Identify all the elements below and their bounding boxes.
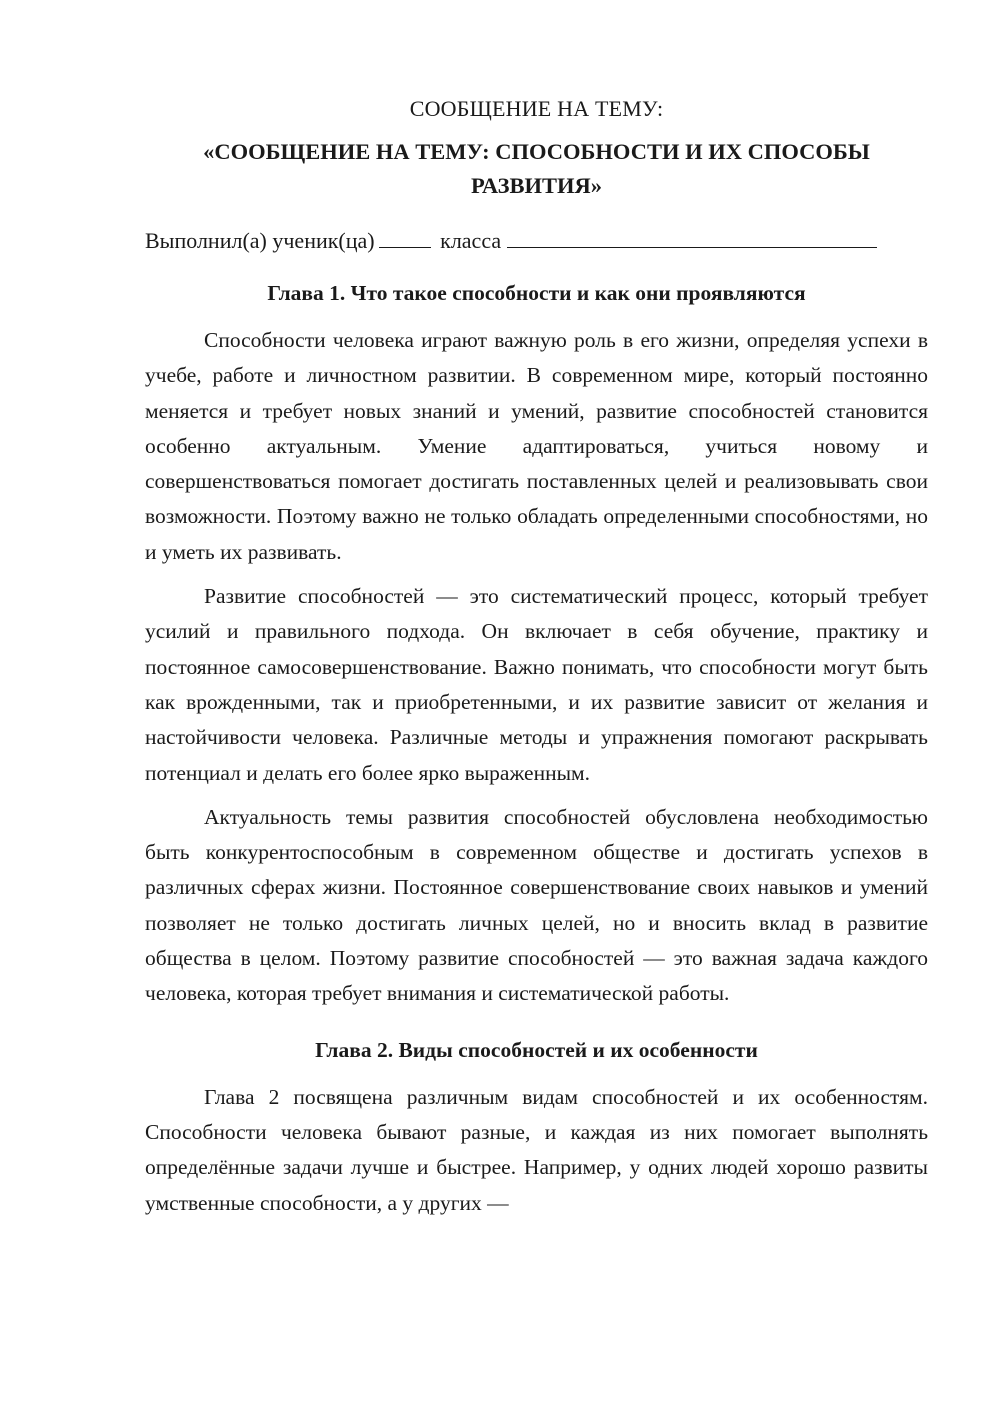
chapter-1-paragraph-3: Актуальность темы развития способностей обусловлена необходимостью быть конкурентоспособным в современном обществе и достигать успехов в различных сферах жизни. Постоянное совершенствование своих навыков и умений позволяет не только достигать личных целей, но и вносить вклад в развитие общества в целом. Поэтому развитие способностей — это важная задача каждого человека, которая требует внимания и систематической работы. bbox=[145, 804, 928, 1006]
author-line bbox=[145, 227, 928, 255]
class-number-blank bbox=[379, 227, 431, 248]
document-heading-top: СООБЩЕНИЕ НА ТЕМУ: bbox=[409, 96, 664, 121]
chapter-2-title: Глава 2. Виды способностей и их особенности bbox=[315, 1037, 758, 1062]
author-prefix: Выполнил(а) ученик(ца) bbox=[145, 228, 375, 253]
document-page bbox=[145, 95, 928, 1230]
chapter-1-paragraph-1: Способности человека играют важную роль в его жизни, определяя успехи в учебе, работе и личностном развитии. В современном мире, который постоянно меняется и требует новых знаний и умений, развитие способностей становится особенно актуальным. Умение адаптироваться, учиться новому и совершенствоваться помогает достигать поставленных целей и реализовывать свои возможности. Поэтому важно не только обладать определенными способностями, но и уметь их развивать. bbox=[145, 328, 928, 564]
chapter-1-paragraph-2: Развитие способностей — это систематический процесс, который требует усилий и правильного подхода. Он включает в себя обучение, практику и постоянное самосовершенствование. Важно понимать, что способности могут быть как врожденными, так и приобретенными, и их развитие зависит от желания и настойчивости человека. Различные методы и упражнения помогают раскрывать потенциал и делать его более ярко выраженным. bbox=[145, 584, 928, 785]
document-title: «СООБЩЕНИЕ НА ТЕМУ: СПОСОБНОСТИ И ИХ СПОСОБЫ РАЗВИТИЯ» bbox=[203, 139, 870, 198]
chapter-1-title: Глава 1. Что такое способности и как они проявляются bbox=[267, 281, 806, 305]
author-class-label: класса bbox=[440, 228, 502, 253]
chapter-2-paragraph-1: Глава 2 посвящена различным видам способностей и их особенностям. Способности человека бывают разные, и каждая из них помогает выполнять определённые задачи лучше и быстрее. Например, у одних людей хорошо развиты умственные способности, а у других — bbox=[145, 1084, 928, 1215]
student-name-blank bbox=[507, 227, 877, 248]
